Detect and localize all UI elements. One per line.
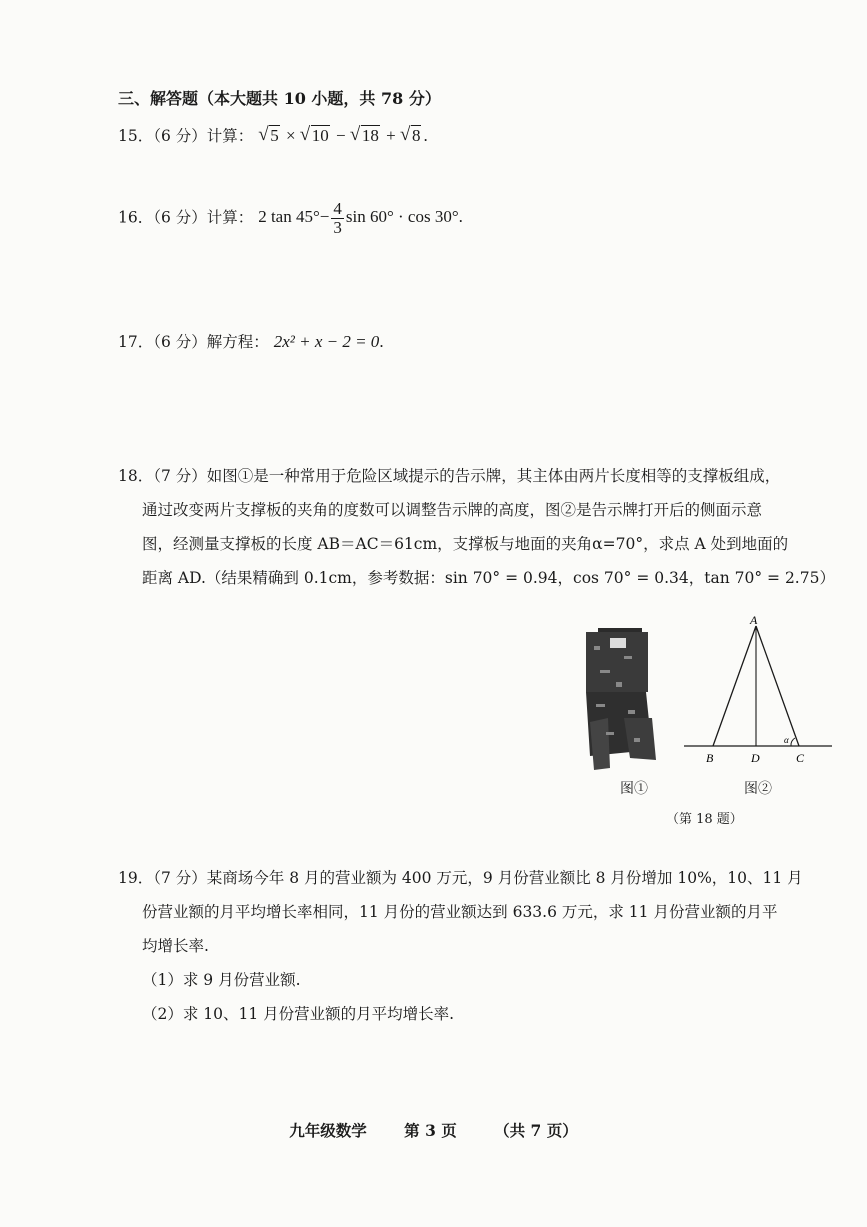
label-b: B bbox=[706, 751, 714, 765]
segment-ab bbox=[713, 626, 756, 746]
q19-line3: 均增长率. bbox=[142, 937, 209, 955]
footer-page: 第 3 页 bbox=[404, 1121, 457, 1140]
question-17: 17．（6 分）解方程： 2x² + x − 2 = 0. bbox=[118, 332, 384, 351]
sqrt-10: √ 10 bbox=[299, 124, 329, 145]
footer-total: （共 7 页） bbox=[494, 1121, 578, 1140]
q18-line1: 18．（7 分）如图①是一种常用于危险区域提示的告示牌，其主体由两片长度相等的支撑板组成， bbox=[118, 467, 781, 485]
q17-prefix: 17．（6 分）解方程： bbox=[118, 333, 269, 351]
q16-expression: 2 tan 45°− $\frac{4}{3}$ sin 60° · cos 30°. bbox=[258, 199, 463, 237]
q19-line2: 份营业额的月平均增长率相同，11 月份的营业额达到 633.6 万元，求 11 月份营业额的月平 bbox=[142, 903, 778, 921]
label-a: A bbox=[750, 613, 758, 627]
q19-sub1: （1）求 9 月份营业额. bbox=[142, 971, 301, 989]
q15-prefix: 15．（6 分）计算： bbox=[118, 127, 254, 145]
triangle-diagram bbox=[684, 612, 834, 772]
sqrt-5: √ 5 bbox=[258, 124, 279, 145]
q18-line2: 通过改变两片支撑板的夹角的度数可以调整告示牌的高度，图②是告示牌打开后的侧面示意 bbox=[142, 501, 763, 519]
q16-prefix: 16．（6 分）计算： bbox=[118, 208, 254, 227]
caption-figure-1: 图① bbox=[620, 781, 648, 797]
angle-arc bbox=[791, 738, 795, 746]
label-d: D bbox=[751, 751, 760, 765]
sign-photo bbox=[580, 622, 660, 770]
sqrt-18: √ 18 bbox=[349, 124, 379, 145]
figure-caption: （第 18 题） bbox=[666, 812, 743, 827]
caption-figure-2: 图② bbox=[744, 781, 772, 797]
fraction-4-3: $\frac{4}{3}$ bbox=[333, 199, 342, 237]
footer-subject: 九年级数学 bbox=[289, 1121, 367, 1140]
q19-line1: 19．（7 分）某商场今年 8 月的营业额为 400 万元，9 月份营业额比 8 月份增加 10%，10、11 月 bbox=[118, 869, 803, 887]
label-alpha: α bbox=[784, 735, 789, 745]
q18-figures bbox=[580, 612, 850, 832]
section-title: 三、解答题（本大题共 10 小题，共 78 分） bbox=[118, 89, 441, 108]
question-16 bbox=[118, 200, 463, 237]
page-footer bbox=[0, 1119, 867, 1141]
q17-equation: 2x² + x − 2 = 0 bbox=[273, 332, 380, 351]
q15-expression: √ 5 × √ 10 − √ 18 + √ 8 . bbox=[258, 124, 428, 145]
sqrt-8: √ 8 bbox=[399, 124, 421, 145]
segment-ac bbox=[756, 626, 799, 746]
question-15 bbox=[118, 124, 428, 146]
q18-line4: 距离 AD.（结果精确到 0.1cm，参考数据：sin 70° = 0.94，cos 70° = 0.34，tan 70° = 2.75） bbox=[142, 569, 835, 587]
q18-line3: 图，经测量支撑板的长度 AB＝AC＝61cm，支撑板与地面的夹角α=70°，求点 A 处到地面的 bbox=[142, 535, 789, 553]
label-c: C bbox=[796, 751, 805, 765]
q19-sub2: （2）求 10、11 月份营业额的月平均增长率. bbox=[142, 1005, 455, 1023]
